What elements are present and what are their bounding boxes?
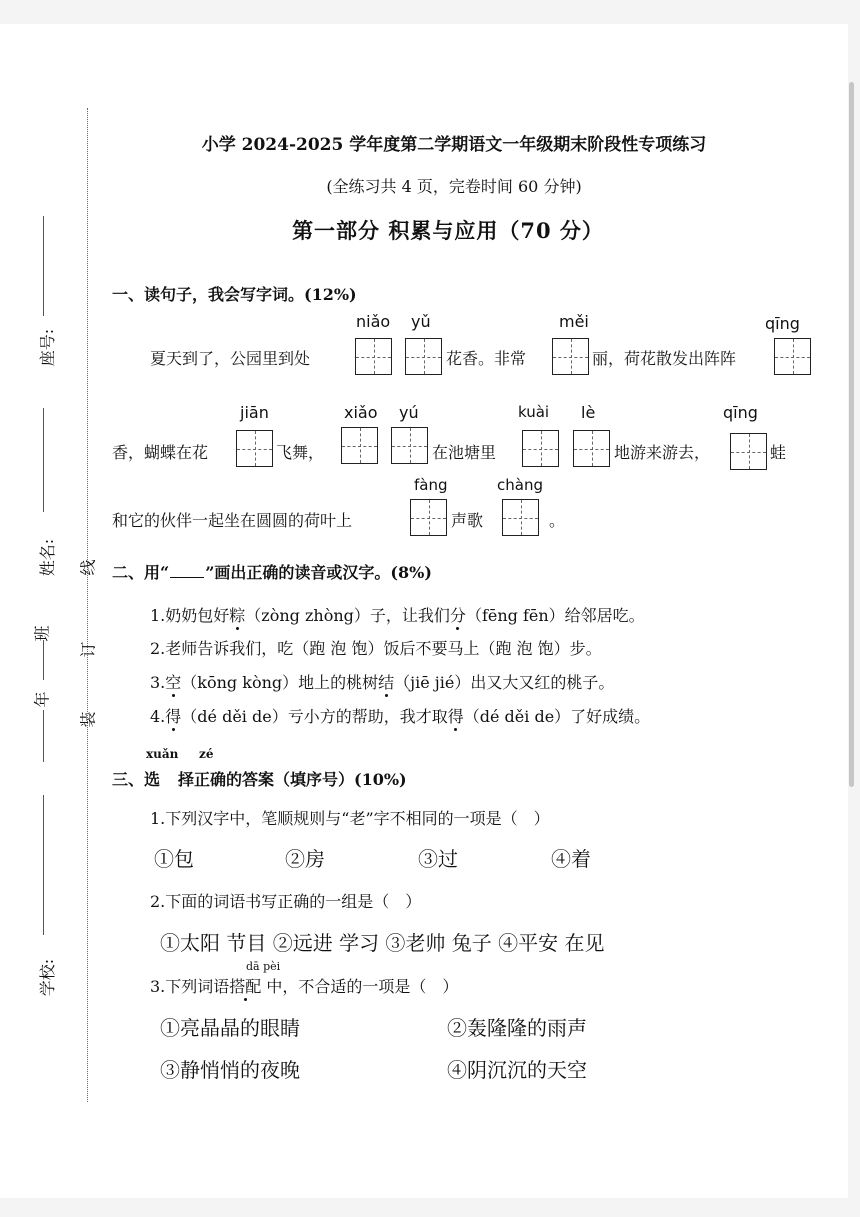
write-box[interactable] xyxy=(236,430,273,467)
pinyin-niao: niǎo xyxy=(356,312,391,331)
s2-q4-dotted-char2: 得 xyxy=(448,704,464,727)
pinyin-le: lè xyxy=(581,403,596,422)
write-box[interactable] xyxy=(522,430,559,467)
s1-line2-a: 香，蝴蝶在花 xyxy=(112,443,209,462)
pinyin-jian: jiān xyxy=(240,403,269,422)
s3-q3 xyxy=(150,974,458,997)
s1-line2-e: 蛙 xyxy=(770,443,787,462)
s2-q2[interactable]: 2.老师告诉我们，吃（跑 泡 饱）饭后不要马上（跑 泡 饱）步。 xyxy=(150,639,602,658)
s3-q2: 2.下面的词语书写正确的一组是（ ） xyxy=(150,892,422,911)
section3-heading-a: 三、选 xyxy=(112,770,161,789)
binding-char-zhuang: 装 xyxy=(78,711,98,728)
write-box[interactable] xyxy=(410,499,447,536)
pinyin-mei: měi xyxy=(559,312,589,331)
s1-line3-c: 。 xyxy=(549,511,566,530)
part-title: 第一部分 积累与应用（70 分） xyxy=(292,218,604,243)
s3-q2-options[interactable]: ①太阳 节目 ②远进 学习 ③老帅 兔子 ④平安 在见 xyxy=(160,931,605,955)
binding-dotted-line xyxy=(87,108,88,1102)
s2-q4 xyxy=(150,704,650,727)
name-label: 姓名: xyxy=(38,538,58,577)
s3-q3-option[interactable]: ③静悄悄的夜晚 xyxy=(160,1058,300,1082)
pinyin-xuan: xuǎn xyxy=(146,747,179,761)
binding-char-ding: 订 xyxy=(78,641,98,658)
s2-q3-c[interactable]: （kōng kòng）地上的桃树 xyxy=(181,673,379,692)
grade-blank-line xyxy=(43,710,44,762)
section3-heading-b: 择正确的答案（填序号）(10%) xyxy=(178,770,407,789)
write-box[interactable] xyxy=(730,433,767,470)
pinyin-xiao: xiǎo xyxy=(344,403,378,422)
pinyin-qing: qīng xyxy=(765,314,800,333)
s3-q3-option[interactable]: ①亮晶晶的眼睛 xyxy=(160,1016,300,1040)
section2-heading-b: ”画出正确的读音或汉字。(8%) xyxy=(205,563,432,582)
write-box[interactable] xyxy=(774,338,811,375)
s3-q3-option[interactable]: ②轰隆隆的雨声 xyxy=(447,1016,587,1040)
s1-line2-c: 在池塘里 xyxy=(432,443,497,462)
s2-q1-dotted-char: 粽 xyxy=(229,603,245,626)
s3-q3-dotted-word: 搭配 xyxy=(229,974,261,997)
s1-line1-a: 夏天到了，公园里到处 xyxy=(150,349,311,368)
pinyin-fang: fàng xyxy=(414,476,448,494)
school-blank-line xyxy=(43,795,44,935)
s3-q1-option[interactable]: ②房 xyxy=(285,847,325,871)
exam-title: 小学 2024-2025 学年度第二学期语文一年级期末阶段性专项练习 xyxy=(201,135,707,155)
s3-q1-option[interactable]: ④着 xyxy=(551,847,591,871)
s2-q3-e[interactable]: （jiē jié）出又大又红的桃子。 xyxy=(394,673,615,692)
name-blank-line xyxy=(43,408,44,512)
s1-line2-b: 飞舞， xyxy=(276,443,325,462)
s2-q1-a: 1.奶奶包好 xyxy=(150,606,230,625)
underline-mark xyxy=(170,577,204,578)
grade-label: 年 xyxy=(32,691,52,708)
write-box[interactable] xyxy=(405,338,442,375)
class-label: 班 xyxy=(32,625,52,642)
pinyin-yu: yǔ xyxy=(411,312,431,331)
s1-line3-b: 声歌 xyxy=(451,511,484,530)
pinyin-yu2: yú xyxy=(399,403,419,422)
s2-q3 xyxy=(150,670,614,693)
write-box[interactable] xyxy=(341,427,378,464)
s2-q1-c[interactable]: （zòng zhòng）子，让我们 xyxy=(245,606,450,625)
s2-q1-dotted-char2: 分 xyxy=(450,603,466,626)
s2-q3-dotted-char2: 结 xyxy=(378,670,394,693)
s2-q3-a: 3. xyxy=(150,673,166,692)
s2-q4-e[interactable]: （dé děi de）了好成绩。 xyxy=(463,707,651,726)
pinyin-dapei: dā pèi xyxy=(246,960,281,973)
write-box[interactable] xyxy=(502,499,539,536)
s1-line1-b: 花香。非常 xyxy=(446,349,527,368)
s1-line2-d: 地游来游去， xyxy=(614,443,711,462)
s3-q3-a: 3.下列词语 xyxy=(150,977,230,996)
section2-heading-a: 二、用“ xyxy=(112,563,170,582)
s2-q4-a: 4. xyxy=(150,707,166,726)
s1-line3-a: 和它的伙伴一起坐在圆圆的荷叶上 xyxy=(112,511,353,530)
s3-q3-option[interactable]: ④阴沉沉的天空 xyxy=(447,1058,587,1082)
s1-line1-c: 丽，荷花散发出阵阵 xyxy=(592,349,737,368)
pinyin-kuai: kuài xyxy=(518,403,550,421)
write-box[interactable] xyxy=(355,338,392,375)
s3-q1-option[interactable]: ③过 xyxy=(418,847,458,871)
class-blank-line xyxy=(43,640,44,680)
seat-label: 座号: xyxy=(38,328,58,367)
s2-q1-e[interactable]: （fēng fēn）给邻居吃。 xyxy=(465,606,645,625)
binding-char-xian: 线 xyxy=(78,559,98,576)
s2-q1 xyxy=(150,603,645,626)
write-box[interactable] xyxy=(552,338,589,375)
s3-q3-c: 中，不合适的一项是（ ） xyxy=(261,977,459,996)
s2-q4-c[interactable]: （dé děi de）亏小方的帮助，我才取 xyxy=(181,707,448,726)
pinyin-ze: zé xyxy=(199,747,214,761)
write-box[interactable] xyxy=(573,430,610,467)
s2-q3-dotted-char: 空 xyxy=(165,670,181,693)
s3-q1: 1.下列汉字中，笔顺规则与“老”字不相同的一项是（ ） xyxy=(150,809,550,828)
section1-heading: 一、读句子，我会写字词。(12%) xyxy=(112,285,357,304)
exam-subtitle: (全练习共 4 页，完卷时间 60 分钟) xyxy=(326,177,582,196)
section2-heading xyxy=(112,560,432,583)
section3-heading xyxy=(112,767,407,790)
school-label: 学校: xyxy=(38,958,58,997)
pinyin-qing2: qīng xyxy=(723,403,758,422)
write-box[interactable] xyxy=(391,427,428,464)
pinyin-chang: chàng xyxy=(497,476,543,494)
s2-q4-dotted-char: 得 xyxy=(165,704,181,727)
s3-q1-option[interactable]: ①包 xyxy=(154,847,194,871)
